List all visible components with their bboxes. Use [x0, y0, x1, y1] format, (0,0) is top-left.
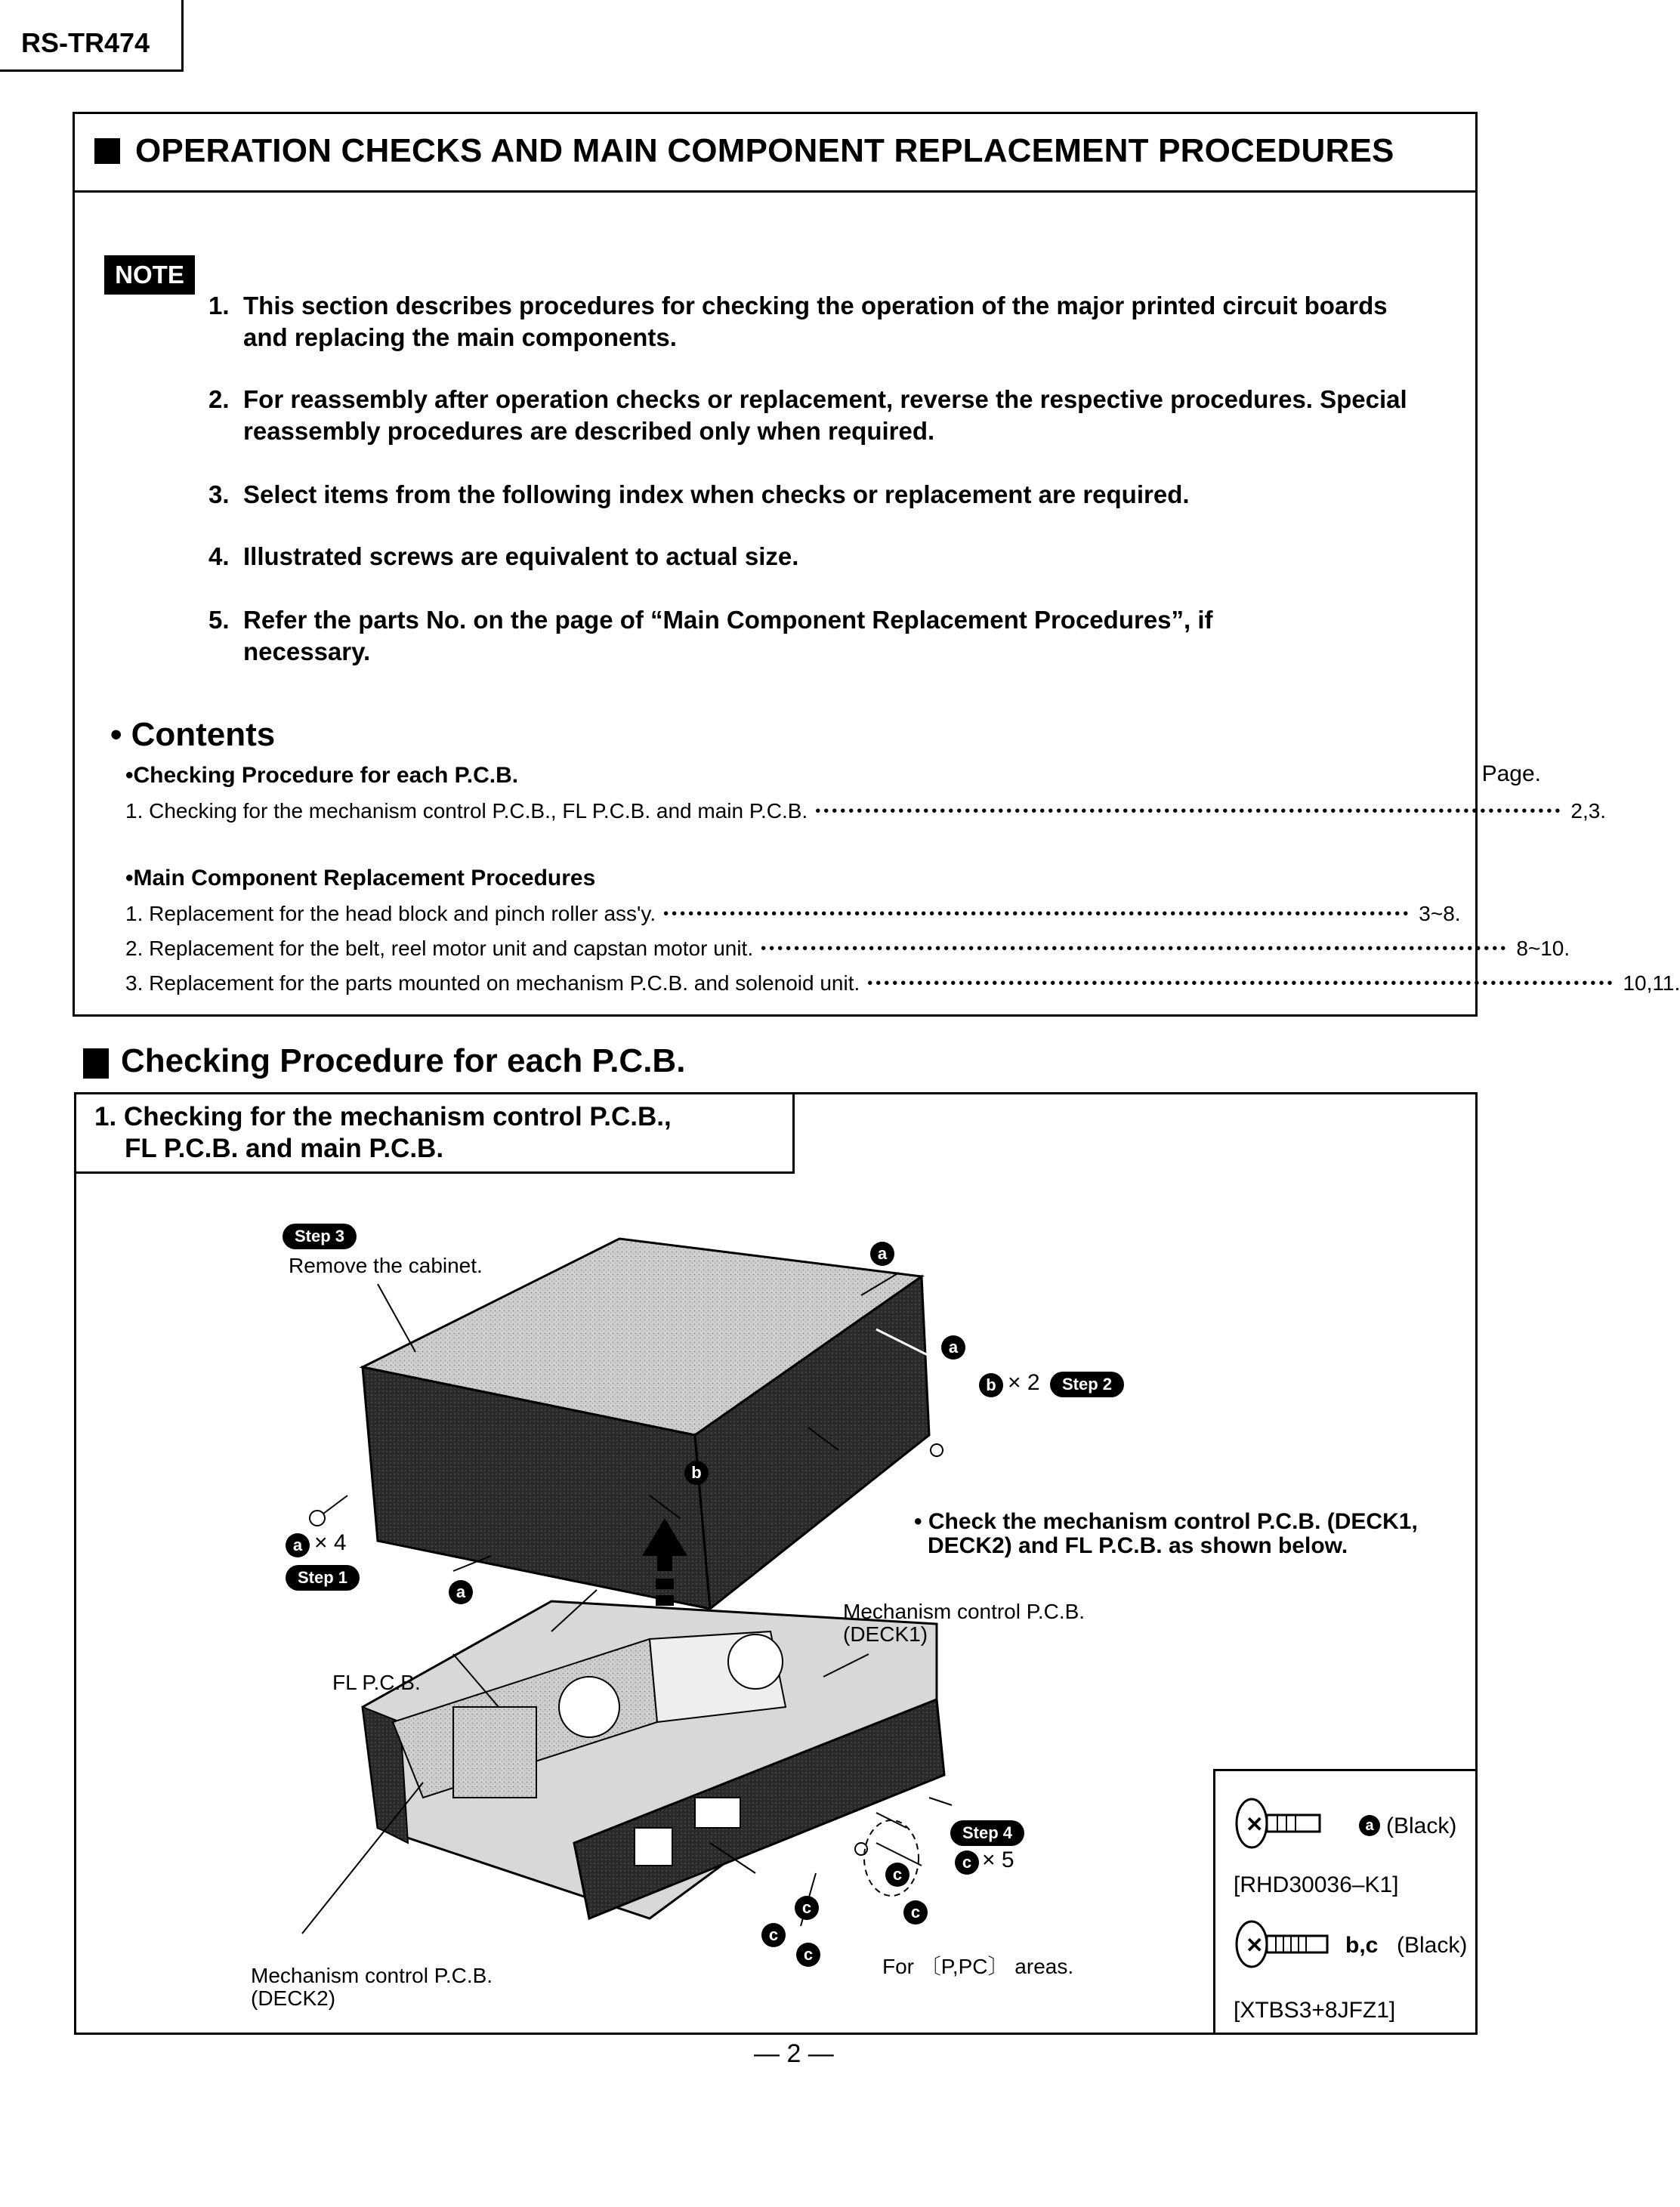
- contents-page: 2,3.: [1570, 799, 1607, 823]
- procedure-title-line1: 1. Checking for the mechanism control P.C.B.,: [94, 1102, 672, 1131]
- step1-pill: Step 1: [286, 1565, 360, 1591]
- step4-quantity: × 5: [982, 1847, 1014, 1872]
- contents-label: 3. Replacement for the parts mounted on mechanism P.C.B. and solenoid unit.: [125, 971, 860, 995]
- screw-bc-marks: b,c: [1345, 1933, 1379, 1958]
- checking-heading-text: Checking Procedure for each P.C.B.: [121, 1042, 686, 1079]
- contents-title: • Contents: [110, 716, 276, 753]
- contents-row[interactable]: [125, 899, 1461, 929]
- note-text: This section describes procedures for checking the operation of the major printed circuit boards and replacing the main components.: [243, 292, 1388, 351]
- page-number: — 2 —: [754, 2039, 834, 2068]
- letter-b-marker: b: [979, 1373, 1003, 1397]
- contents-label: 2. Replacement for the belt, reel motor unit and capstan motor unit.: [125, 937, 754, 960]
- deck1-label-line2: (DECK1): [843, 1622, 928, 1646]
- screw-xtbs-icon: [1234, 1918, 1339, 1971]
- note-number: 5.: [208, 606, 230, 634]
- leader-dots: ••••••••••••••••••••••••••••••••••••••••••••••••••••••••••••••••••••••••••••••••••••••••••: [867, 975, 1616, 992]
- note-number: 1.: [208, 292, 230, 319]
- note-number: 2.: [208, 385, 230, 413]
- letter-a-marker: a: [449, 1580, 473, 1604]
- main-unit-drawing: [363, 1601, 944, 1918]
- step1-quantity: × 4: [314, 1530, 347, 1555]
- step3-text: Remove the cabinet.: [289, 1254, 483, 1277]
- letter-c-marker: c: [795, 1896, 819, 1920]
- note-number: 4.: [208, 542, 230, 570]
- letter-c-marker: c: [955, 1850, 979, 1875]
- section-header: [75, 114, 1475, 193]
- note-item: [208, 479, 1432, 511]
- contents-row[interactable]: [125, 796, 1607, 826]
- square-bullet-icon: [94, 138, 120, 164]
- letter-a-marker: a: [941, 1335, 965, 1360]
- note-text: Select items from the following index when checks or replacement are required.: [243, 480, 1190, 508]
- contents-label: 1. Checking for the mechanism control P.C.B., FL P.C.B. and main P.C.B.: [125, 799, 808, 823]
- check-note-line2: DECK2) and FL P.C.B. as shown below.: [928, 1533, 1348, 1558]
- screw-bc-color: (Black): [1397, 1933, 1468, 1958]
- contents-section-title: •Main Component Replacement Procedures: [125, 866, 596, 891]
- areas-label: For 〔P,PC〕 areas.: [882, 1955, 1074, 1978]
- check-note-line1: • Check the mechanism control P.C.B. (DECK1,: [914, 1509, 1418, 1534]
- leader-dots: ••••••••••••••••••••••••••••••••••••••••••••••••••••••••••••••••••••••••••••••••••••••••••: [815, 803, 1564, 820]
- screw-rhd-icon: [1234, 1797, 1332, 1850]
- step4-pill: Step 4: [950, 1820, 1024, 1846]
- svg-text:✕: ✕: [1246, 1813, 1264, 1836]
- note-item: [208, 604, 1281, 668]
- screw-bc-code: [XTBS3+8JFZ1]: [1234, 1998, 1396, 2023]
- letter-b-marker: b: [684, 1461, 709, 1485]
- note-text: For reassembly after operation checks or replacement, reverse the respective procedures. Special reassembly procedures are described only when required.: [243, 385, 1407, 445]
- page-column-header: Page.: [1481, 761, 1541, 786]
- letter-a-marker: a: [870, 1242, 894, 1266]
- letter-a-marker: a: [286, 1533, 310, 1557]
- model-tag: [0, 0, 184, 72]
- section-title: OPERATION CHECKS AND MAIN COMPONENT REPLACEMENT PROCEDURES: [135, 132, 1394, 169]
- contents-page: 3~8.: [1419, 902, 1461, 925]
- procedure-title-box: [76, 1094, 795, 1174]
- contents-label: 1. Replacement for the head block and pinch roller ass'y.: [125, 902, 656, 925]
- svg-text:✕: ✕: [1246, 1934, 1264, 1957]
- disassembly-illustration: [227, 1178, 1224, 2009]
- note-number: 3.: [208, 480, 230, 508]
- note-badge: NOTE: [104, 255, 195, 295]
- letter-c-marker: c: [903, 1900, 928, 1925]
- note-text: Refer the parts No. on the page of “Main Component Replacement Procedures”, if necessary.: [243, 606, 1213, 665]
- fl-pcb-label: FL P.C.B.: [332, 1671, 421, 1694]
- note-item: [208, 541, 1432, 573]
- contents-row[interactable]: [125, 934, 1570, 964]
- screw-a-code: [RHD30036–K1]: [1234, 1872, 1399, 1897]
- deck2-label-line1: Mechanism control P.C.B.: [251, 1964, 493, 1987]
- letter-c-marker: c: [885, 1863, 909, 1887]
- contents-page: 10,11.: [1623, 971, 1680, 995]
- note-text: Illustrated screws are equivalent to actual size.: [243, 542, 799, 570]
- model-number: RS-TR474: [21, 27, 150, 58]
- letter-c-marker: c: [761, 1923, 786, 1947]
- step2-pill: Step 2: [1050, 1372, 1124, 1397]
- deck1-label-line1: Mechanism control P.C.B.: [843, 1600, 1086, 1623]
- screw-legend: [1213, 1769, 1478, 2035]
- deck2-label-line2: (DECK2): [251, 1986, 336, 2010]
- note-item: [208, 290, 1432, 353]
- square-bullet-icon: [83, 1048, 109, 1079]
- contents-section-title: •Checking Procedure for each P.C.B.: [125, 763, 519, 788]
- contents-page: 8~10.: [1516, 937, 1570, 960]
- letter-c-marker: c: [796, 1943, 820, 1967]
- contents-row[interactable]: [125, 968, 1680, 999]
- screw-a-color: (Black): [1386, 1813, 1457, 1838]
- step2-quantity: × 2: [1008, 1370, 1040, 1395]
- screw-a-marker: a: [1359, 1815, 1380, 1836]
- note-item: [208, 384, 1432, 447]
- procedure-title-line2: FL P.C.B. and main P.C.B.: [125, 1134, 444, 1163]
- step3-pill: Step 3: [283, 1224, 357, 1249]
- leader-dots: ••••••••••••••••••••••••••••••••••••••••••••••••••••••••••••••••••••••••••••••••••••••••••: [663, 906, 1412, 922]
- leader-dots: ••••••••••••••••••••••••••••••••••••••••••••••••••••••••••••••••••••••••••••••••••••••••••: [761, 940, 1509, 957]
